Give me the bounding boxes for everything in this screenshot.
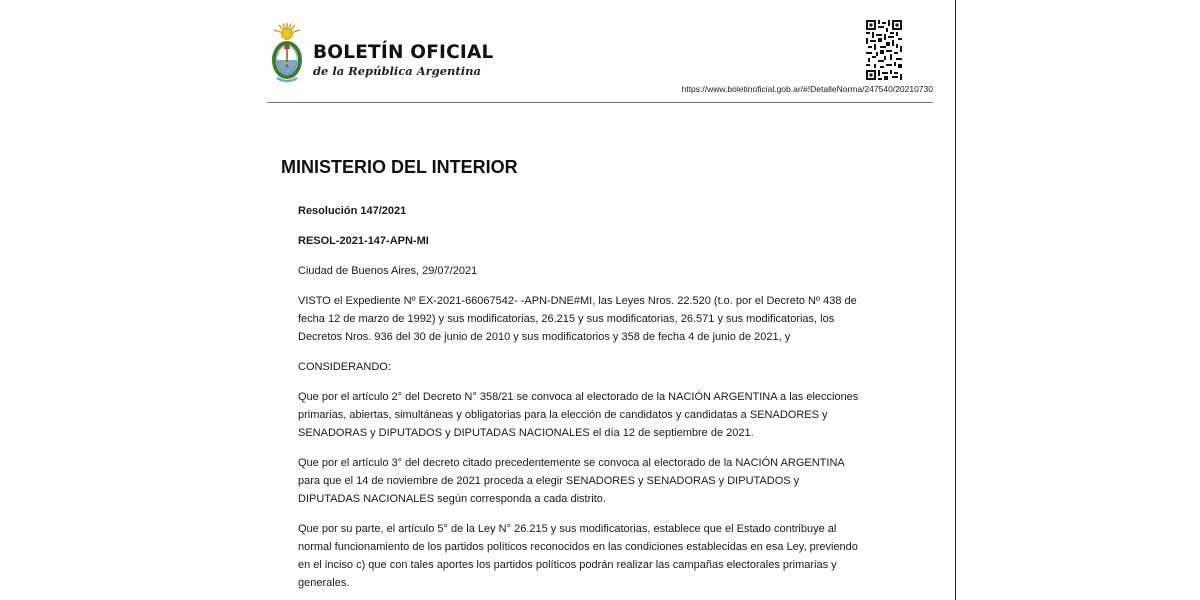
paragraph-line: normal funcionamiento de los partidos políticos reconocidos en las condiciones establecidas en esa Ley, previendo (298, 541, 858, 553)
paragraph-line: DIPUTADAS NACIONALES según corresponda a cada distrito. (298, 493, 606, 505)
paragraph-line: Que por su parte, el artículo 5° de la Ley N° 26.215 y sus modificatorias, establece que el Estado contribuye al (298, 523, 837, 535)
brand-subtitle: de la República Argentina (313, 64, 481, 78)
paragraph-line: Que por el artículo 3° del decreto citado precedentemente se convoca al electorado de la NACIÓN ARGENTINA (298, 457, 845, 469)
page-edge-line (955, 0, 956, 600)
header-divider (267, 102, 933, 103)
ministry-heading: MINISTERIO DEL INTERIOR (281, 157, 518, 177)
paragraph-3 (298, 520, 898, 592)
document-header (267, 20, 933, 102)
paragraph-2 (298, 454, 898, 508)
considerando-heading: CONSIDERANDO: (298, 361, 391, 373)
paragraph-line: primarias, abiertas, simultáneas y obligatorias para la elección de candidatos y candidatas a SENADORES y (298, 409, 828, 421)
paragraph-line: fecha 12 de marzo de 1992) y sus modificatorias, 26.215 y sus modificatorias, 26.571 y sus modificatorias, los (298, 313, 835, 325)
brand-title: BOLETÍN OFICIAL (313, 42, 494, 63)
paragraph-line: generales. (298, 577, 350, 589)
paragraph-line: Decretos Nros. 936 del 30 de junio de 2010 y sus modificatorios y 358 de fecha 4 de junio de 2021, y (298, 331, 791, 343)
paragraph-line: SENADORAS y DIPUTADOS y DIPUTADAS NACIONALES el día 12 de septiembre de 2021. (298, 427, 754, 439)
paragraph-line: en el inciso c) que con tales aportes los partidos políticos podrán realizar las campañas electorales primarias y (298, 559, 837, 571)
paragraph-line: para que el 14 de noviembre de 2021 proceda a elegir SENADORES y SENADORAS y DIPUTADOS y (298, 475, 800, 487)
coat-of-arms-icon (267, 22, 307, 88)
qr-code-icon (866, 20, 902, 80)
resolution-number: Resolución 147/2021 (298, 205, 407, 217)
paragraph-line: VISTO el Expediente Nº EX-2021-66067542- -APN-DNE#MI, las Leyes Nros. 22.520 (t.o. por el Decreto Nº 438 de (298, 295, 857, 307)
document-url[interactable]: https://www.boletinoficial.gob.ar/#!DetalleNorma/247540/20210730 (681, 84, 933, 94)
visto-paragraph (298, 292, 898, 346)
document-body (298, 202, 898, 592)
resolution-code: RESOL-2021-147-APN-MI (298, 235, 429, 247)
paragraph-line: Que por el artículo 2° del Decreto N° 358/21 se convoca al electorado de la NACIÓN ARGENTINA a las elecciones (298, 391, 859, 403)
place-date: Ciudad de Buenos Aires, 29/07/2021 (298, 265, 478, 277)
paragraph-1 (298, 388, 898, 442)
